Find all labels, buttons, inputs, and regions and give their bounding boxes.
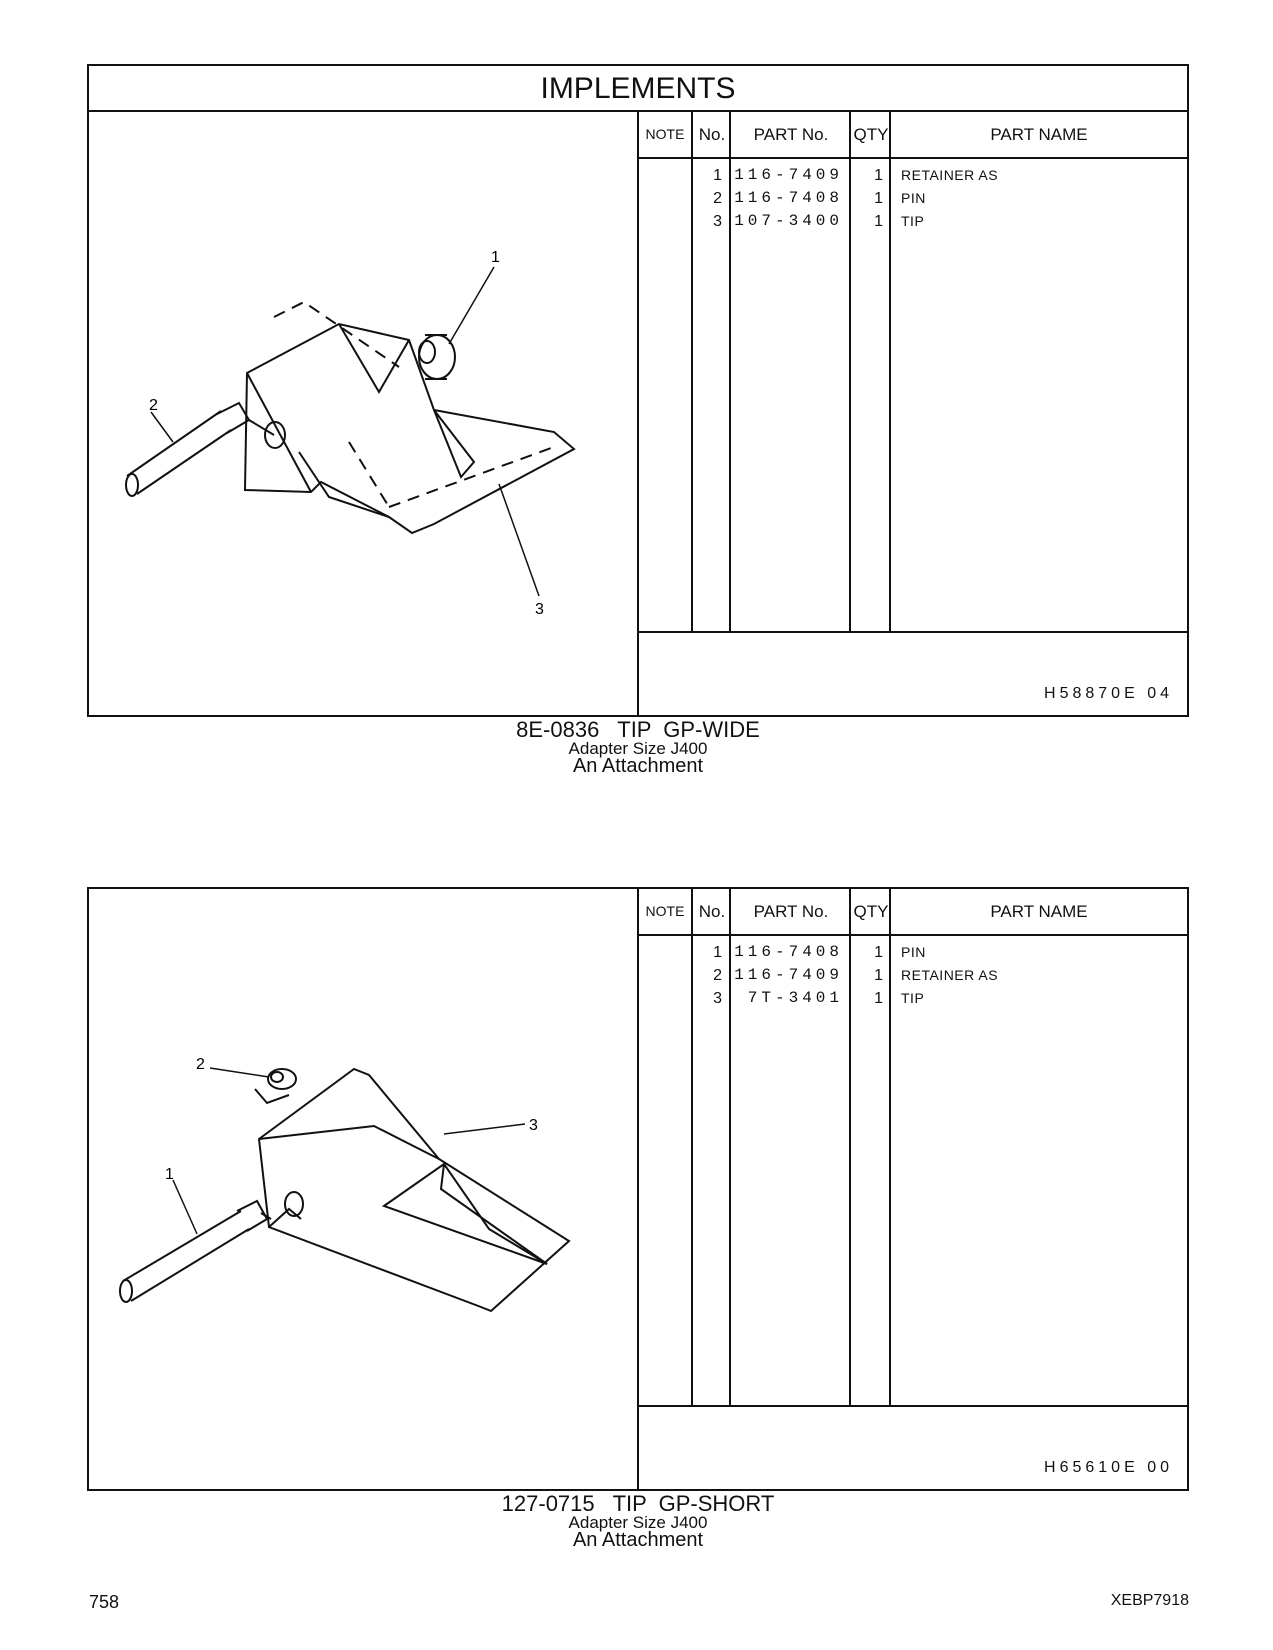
callout-3: 3 <box>529 1117 538 1134</box>
header-qty: QTY <box>853 902 889 921</box>
caption-subtitle: Adapter Size J400 <box>568 739 708 758</box>
header-no: No. <box>698 125 726 144</box>
table-row: 3 107-3400 1 TIP <box>713 212 925 230</box>
header-no: No. <box>698 902 726 921</box>
header-part-name: PART NAME <box>990 125 1088 144</box>
page-number: 758 <box>89 1592 120 1612</box>
header-part-no: PART No. <box>753 902 829 921</box>
header-qty: QTY <box>853 125 889 144</box>
callout-2: 2 <box>149 397 158 414</box>
header-part-no: PART No. <box>753 125 829 144</box>
illustration-1 <box>89 112 639 715</box>
callout-1: 1 <box>165 1166 174 1183</box>
document-code: XEBP7918 <box>1110 1592 1189 1609</box>
parts-table-2 <box>639 889 1187 1489</box>
parts-table-1 <box>639 112 1187 715</box>
header-part-name: PART NAME <box>990 902 1088 921</box>
illustration-code: H65610E 00 <box>1044 1459 1173 1476</box>
table-row: 2 116-7408 1 PIN <box>713 189 926 207</box>
header-note: NOTE <box>645 903 685 919</box>
illustration-code-box <box>639 1405 1187 1489</box>
table-row: 2 116-7409 1 RETAINER AS <box>713 966 999 984</box>
parts-panel-2 <box>87 887 1189 1491</box>
callout-1: 1 <box>491 249 500 266</box>
caption-title: 127-0715 TIP GP-SHORT <box>501 1491 775 1516</box>
illustration-code-box <box>639 631 1187 715</box>
table-row: 3 7T-3401 1 TIP <box>713 989 925 1007</box>
table-row: 1 116-7408 1 PIN <box>713 943 926 961</box>
callout-3: 3 <box>535 601 544 618</box>
page-title: IMPLEMENTS <box>89 66 1187 112</box>
caption-note: An Attachment <box>572 1529 704 1551</box>
caption-subtitle: Adapter Size J400 <box>568 1513 708 1532</box>
tip-short-drawing <box>89 889 637 1489</box>
parts-panel-1 <box>87 64 1189 717</box>
caption-1 <box>87 719 1189 776</box>
tip-wide-drawing <box>89 112 637 715</box>
caption-title: 8E-0836 TIP GP-WIDE <box>516 717 760 742</box>
table-header <box>639 889 1187 936</box>
illustration-code: H58870E 04 <box>1044 685 1173 702</box>
caption-2 <box>87 1493 1189 1550</box>
illustration-2 <box>89 889 639 1489</box>
callout-2: 2 <box>196 1056 205 1073</box>
header-note: NOTE <box>645 126 685 142</box>
caption-note: An Attachment <box>572 755 704 777</box>
table-row: 1 116-7409 1 RETAINER AS <box>713 166 999 184</box>
table-header <box>639 112 1187 159</box>
